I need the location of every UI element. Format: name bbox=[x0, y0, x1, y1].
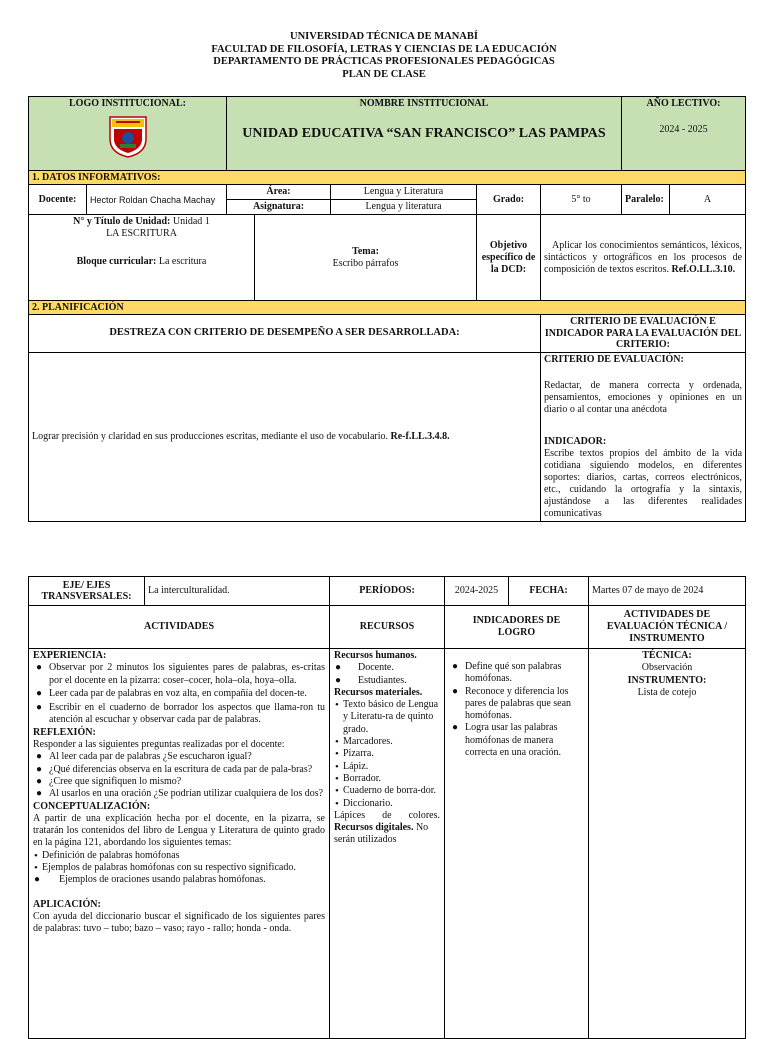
list-item: • Diccionario. bbox=[334, 798, 440, 810]
indicadores-cell bbox=[445, 649, 589, 1039]
reflexion-label: REFLEXIÓN: bbox=[33, 726, 96, 738]
list-item: ● Al usarlos en una oración ¿Se podrían utilizar cualquiera de los dos? bbox=[35, 788, 325, 800]
tema-value: Escribo párrafos bbox=[332, 257, 399, 269]
reflexion-intro: Responder a las siguientes preguntas realizadas por el docente: bbox=[33, 739, 285, 751]
list-item: ● ¿Cree que signifiquen lo mismo? bbox=[35, 776, 325, 788]
instrumento-value: Lista de cotejo bbox=[637, 686, 697, 698]
recursos-lapices: Lápices de colores. bbox=[334, 809, 440, 821]
school-year: 2024 - 2025 bbox=[659, 124, 708, 135]
aplicacion-value: Con ayuda del diccionario buscar el significado de los siguientes pares de palabras: tuvo – tubo; bazo – vaso; rayo - rallo; honda - onda. bbox=[33, 910, 325, 935]
paralelo-value: A bbox=[670, 185, 746, 215]
fecha-value: Martes 07 de mayo de 2024 bbox=[589, 577, 746, 606]
col-actividades: ACTIVIDADES bbox=[29, 606, 330, 649]
list-item: • Texto básico de Lengua y Literatu-ra de quinto grado. bbox=[334, 699, 440, 736]
logo-label: LOGO INSTITUCIONAL: bbox=[69, 98, 186, 109]
conceptualizacion-intro: A partir de una explicación hecha por el docente, en la pizarra, se tratarán los contenidos del libro de Lengua y Literatura de quinto grado en la página 121, abordando los siguientes temas: bbox=[33, 812, 325, 849]
objetivo-ref: Ref.O.LL.3.10. bbox=[671, 263, 736, 275]
indicadores-list bbox=[451, 661, 582, 759]
list-item: • Ejemplos de palabras homófonas con su respectivo significado. bbox=[33, 862, 325, 874]
header-plan-title: PLAN DE CLASE bbox=[342, 68, 426, 80]
list-item: ● Al leer cada par de palabras ¿Se escucharon igual? bbox=[35, 751, 325, 763]
col-evaluacion: ACTIVIDADES DE EVALUACIÓN TÉCNICA / INSTRUMENTO bbox=[589, 606, 746, 649]
actividades-cell bbox=[29, 649, 330, 1039]
area-value: Lengua y Literatura bbox=[331, 185, 477, 200]
bloque-value: La escritura bbox=[158, 256, 207, 267]
periodos-value: 2024-2025 bbox=[445, 577, 509, 606]
docente-name: Hector Roldan Chacha Machay bbox=[87, 185, 227, 215]
list-item: ● Define qué son palabras homófonas. bbox=[451, 661, 582, 686]
conceptualizacion-list bbox=[33, 850, 325, 875]
evaluacion-cell bbox=[589, 649, 746, 1039]
conceptualizacion-label: CONCEPTUALIZACIÓN: bbox=[33, 800, 151, 812]
eje-value: La interculturalidad. bbox=[145, 577, 330, 606]
tema-cell bbox=[255, 215, 477, 301]
plan-table-page1 bbox=[28, 96, 746, 522]
list-item: ● ¿Qué diferencias observa en la escritura de cada par de pala-bras? bbox=[35, 764, 325, 776]
grado-label: Grado: bbox=[477, 185, 541, 215]
aplicacion-label: APLICACIÓN: bbox=[33, 898, 101, 910]
fecha-label: FECHA: bbox=[509, 577, 589, 606]
eje-label: EJE/ EJES TRANSVERSALES: bbox=[29, 577, 145, 606]
logo-cell bbox=[29, 97, 227, 171]
destreza-header: DESTREZA CON CRITERIO DE DESEMPEÑO A SER DESARROLLADA: bbox=[29, 315, 541, 353]
destreza-value: Lograr precisión y claridad en sus producciones escritas, mediante el uso de vocabulario. bbox=[32, 430, 388, 442]
section-planificacion: 2. PLANIFICACIÓN bbox=[29, 301, 746, 315]
criterio-cell bbox=[541, 352, 746, 521]
list-item: ● Reconoce y diferencia los pares de palabras que sean homófonas. bbox=[451, 686, 582, 723]
list-item: • Borrador. bbox=[334, 773, 440, 785]
list-item: • Definición de palabras homófonas bbox=[33, 850, 325, 862]
objetivo-cell bbox=[541, 215, 746, 301]
list-item: ● Escribir en el cuaderno de borrador los aspectos que llama-ron tu atención al escuchar y observar cada par de palabras. bbox=[35, 702, 325, 727]
col-recursos: RECURSOS bbox=[330, 606, 445, 649]
school-year-label: AÑO LECTIVO: bbox=[646, 98, 721, 109]
reflexion-list bbox=[35, 751, 325, 800]
list-item: • Lápiz. bbox=[334, 761, 440, 773]
asignatura-value: Lengua y literatura bbox=[331, 200, 477, 215]
institution-name-cell bbox=[227, 97, 622, 171]
list-item: • Pizarra. bbox=[334, 748, 440, 760]
plan-table-page2 bbox=[28, 576, 746, 1039]
recursos-humanos-list bbox=[334, 662, 440, 687]
objetivo-label: Objetivo específico de la DCD: bbox=[477, 215, 541, 301]
asignatura-label: Asignatura: bbox=[227, 200, 331, 215]
area-label: Área: bbox=[227, 185, 331, 200]
header-department: DEPARTAMENTO DE PRÁCTICAS PROFESIONALES PEDAGÓGICAS bbox=[213, 56, 555, 67]
instrumento-label: INSTRUMENTO: bbox=[627, 674, 707, 686]
experiencia-list bbox=[35, 662, 325, 726]
document-header bbox=[0, 31, 768, 81]
list-item: • Marcadores. bbox=[334, 736, 440, 748]
institution-name: UNIDAD EDUCATIVA “SAN FRANCISCO” LAS PAMPAS bbox=[242, 126, 606, 141]
recursos-materiales-label: Recursos materiales. bbox=[334, 686, 423, 698]
tecnica-value: Observación bbox=[641, 662, 693, 674]
destreza-ref: Re-f.LL.3.4.8. bbox=[390, 430, 450, 442]
criterio-label: CRITERIO DE EVALUACIÓN: bbox=[544, 353, 684, 365]
list-item: ● Estudiantes. bbox=[334, 675, 440, 687]
criterio-value: Redactar, de manera correcta y ordenada, pensamientos, emociones y opiniones en un diario o al contar una anécdota bbox=[544, 379, 743, 415]
list-item: ● Logra usar las palabras homófonas de manera correcta en una oración. bbox=[451, 722, 582, 759]
grado-value: 5° to bbox=[541, 185, 622, 215]
school-crest-icon bbox=[106, 113, 150, 159]
criterio-header: CRITERIO DE EVALUACIÓN E INDICADOR PARA LA EVALUACIÓN DEL CRITERIO: bbox=[541, 315, 746, 353]
recursos-materiales-list bbox=[334, 699, 440, 810]
header-university: UNIVERSIDAD TÉCNICA DE MANABÍ bbox=[290, 31, 478, 42]
docente-label: Docente: bbox=[29, 185, 87, 215]
recursos-digitales-value: No serán utilizados bbox=[334, 822, 429, 846]
experiencia-label: EXPERIENCIA: bbox=[33, 650, 107, 661]
destreza-cell bbox=[29, 352, 541, 521]
list-item: ● Ejemplos de oraciones usando palabras homófonas. bbox=[33, 874, 325, 886]
paralelo-label: Paralelo: bbox=[622, 185, 670, 215]
header-faculty: FACULTAD DE FILOSOFÍA, LETRAS Y CIENCIAS DE LA EDUCACIÓN bbox=[211, 43, 557, 55]
unidad-title: LA ESCRITURA bbox=[106, 228, 177, 239]
school-year-cell bbox=[622, 97, 746, 171]
unidad-number: Unidad 1 bbox=[172, 216, 210, 227]
tecnica-label: TÉCNICA: bbox=[642, 650, 692, 661]
indicador-value: Escribe textos propios del ámbito de la vida cotidiana siguiendo modelos, en diferentes soportes: diarios, cartas, correos electrónicos, etc., cuidando la ortografía y la sintaxis, ajustándose a las diferentes realidades comunicativas bbox=[544, 447, 743, 519]
periodos-label: PERÍODOS: bbox=[330, 577, 445, 606]
unidad-cell bbox=[29, 215, 255, 301]
recursos-cell bbox=[330, 649, 445, 1039]
indicador-label: INDICADOR: bbox=[544, 435, 607, 447]
list-item: ● Docente. bbox=[334, 662, 440, 674]
list-item: ● Leer cada par de palabras en voz alta, en compañía del docen-te. bbox=[35, 688, 325, 700]
recursos-humanos-label: Recursos humanos. bbox=[334, 650, 417, 661]
institution-name-label: NOMBRE INSTITUCIONAL bbox=[359, 98, 489, 109]
unidad-label: N° y Título de Unidad: bbox=[73, 216, 171, 227]
list-item: ● Observar por 2 minutos los siguientes pares de palabras, es-critas por el docente en la pizarra: coser–cocer, hola–ola, hoya–olla. bbox=[35, 662, 325, 687]
tema-label: Tema: bbox=[352, 245, 379, 257]
section-datos-informativos: 1. DATOS INFORMATIVOS: bbox=[29, 171, 746, 185]
conceptualizacion-list-2 bbox=[33, 874, 325, 886]
bloque-label: Bloque curricular: bbox=[76, 256, 157, 267]
objetivo-value: Aplicar los conocimientos semánticos, léxicos, sintácticos y ortográficos en los procesos de composición de textos escritos. bbox=[544, 239, 743, 275]
col-indicadores: INDICADORES DE LOGRO bbox=[445, 606, 589, 649]
list-item: • Cuaderno de borra-dor. bbox=[334, 785, 440, 797]
recursos-digitales-label: Recursos digitales. bbox=[334, 822, 414, 834]
